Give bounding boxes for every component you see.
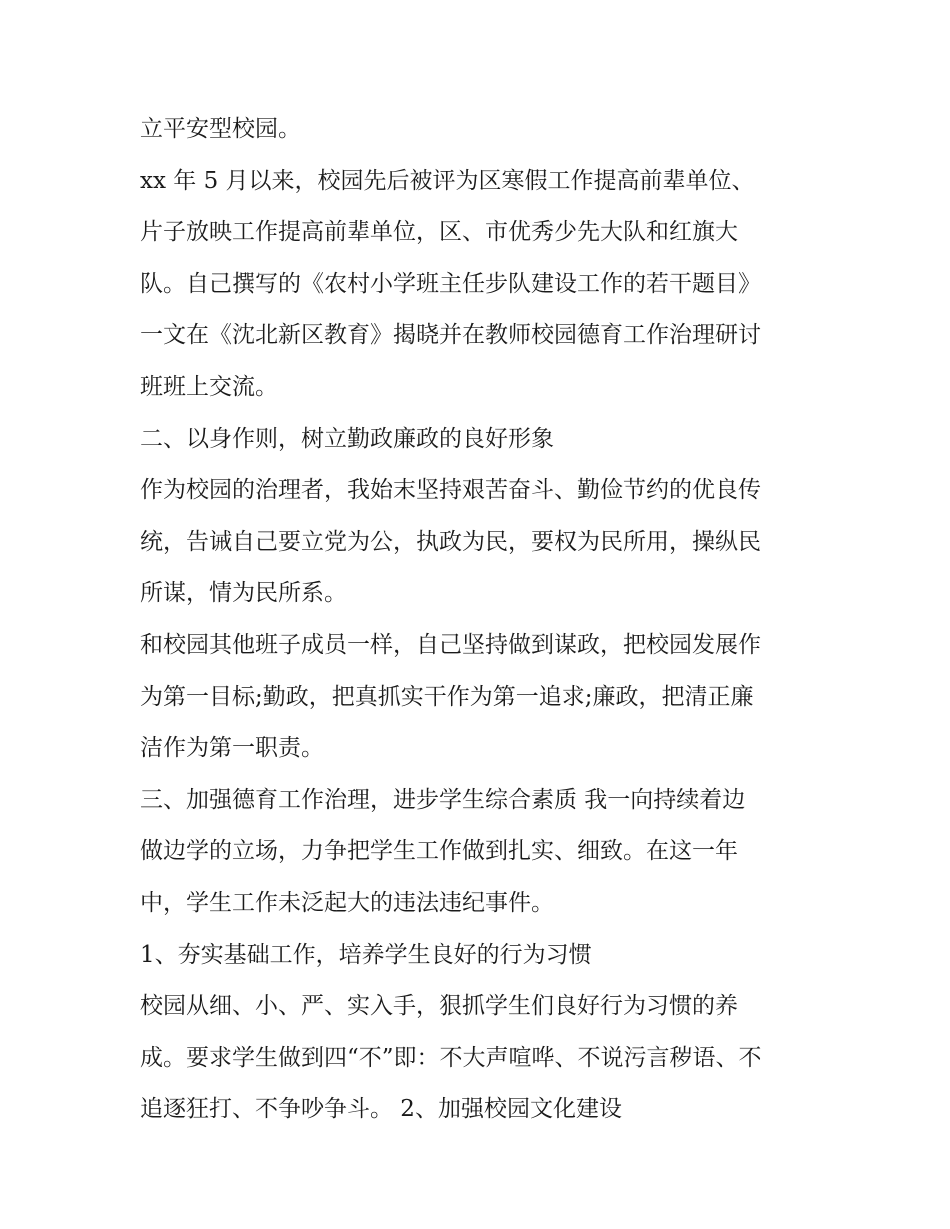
text-line: 一文在《沈北新区教育》揭晓并在教师校园德育工作治理研讨 <box>140 322 761 349</box>
subsection-heading: 1、夯实基础工作，培养学生良好的行为习惯 <box>140 941 592 968</box>
text-line: 作为校园的治理者，我始末坚持艰苦奋斗、勤俭节约的优良传 <box>140 477 761 504</box>
document-body <box>140 104 820 1136</box>
text-line: 追逐狂打、不争吵争斗。 2、加强校园文化建设 <box>140 1096 622 1123</box>
text-line: 校园从细、小、严、实入手，狠抓学生们良好行为习惯的养 <box>140 993 738 1020</box>
text-line: 做边学的立场，力争把学生工作做到扎实、细致。在这一年 <box>140 838 738 865</box>
text-line: 立平安型校园。 <box>140 116 301 142</box>
text-line: 队。自己撰写的《农村小学班主任步队建设工作的若干题目》 <box>140 270 761 297</box>
text-line: 所谋，情为民所系。 <box>140 580 347 607</box>
text-line: xx 年 5 月以来，校园先后被评为区寒假工作提高前辈单位、 <box>140 167 755 194</box>
text-line: 为第一目标;勤政，把真抓实干作为第一追求;廉政，把清正廉 <box>140 683 754 710</box>
text-line: 统，告诫自己要立党为公，执政为民，要权为民所用，操纵民 <box>140 528 761 555</box>
text-line: 成。要求学生做到四“不”即：不大声喧哗、不说污言秽语、不 <box>140 1044 762 1071</box>
text-line: 和校园其他班子成员一样，自己坚持做到谋政，把校园发展作 <box>140 631 761 658</box>
text-line: 中，学生工作未泛起大的违法违纪事件。 <box>140 889 554 916</box>
text-line: 洁作为第一职责。 <box>140 735 324 762</box>
section-heading: 二、以身作则，树立勤政廉政的良好形象 <box>140 425 554 452</box>
text-line: 班班上交流。 <box>140 373 278 400</box>
section-heading: 三、加强德育工作治理，进步学生综合素质 我一向持续着边 <box>140 786 746 813</box>
text-line: 片子放映工作提高前辈单位，区、市优秀少先大队和红旗大 <box>140 219 738 246</box>
